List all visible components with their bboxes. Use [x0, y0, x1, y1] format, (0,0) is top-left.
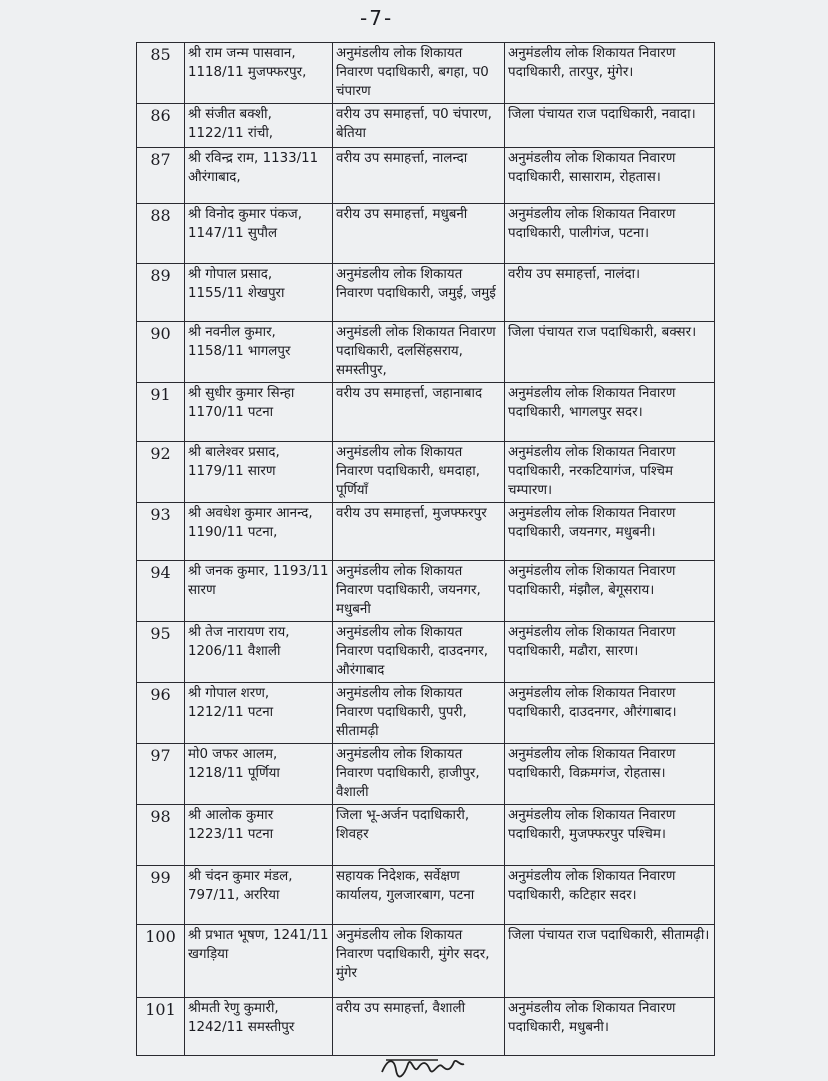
serial-number-cell: 94 — [137, 561, 185, 622]
new-posting-cell: जिला पंचायत राज पदाधिकारी, सीतामढ़ी। — [505, 925, 715, 998]
current-posting-cell: वरीय उप समाहर्त्ता, मधुबनी — [333, 204, 505, 264]
new-posting-cell: अनुमंडलीय लोक शिकायत निवारण पदाधिकारी, नरकटियागंज, पश्चिम चम्पारण। — [505, 442, 715, 503]
officer-name-cell: श्री रविन्द्र राम, 1133/11 औरंगाबाद, — [185, 148, 333, 204]
serial-number-cell: 93 — [137, 503, 185, 561]
officer-name-cell: श्री गोपाल प्रसाद, 1155/11 शेखपुरा — [185, 264, 333, 322]
new-posting-cell: अनुमंडलीय लोक शिकायत निवारण पदाधिकारी, भागलपुर सदर। — [505, 383, 715, 442]
serial-number-cell: 100 — [137, 925, 185, 998]
officer-name-cell: श्री गोपाल शरण, 1212/11 पटना — [185, 683, 333, 744]
serial-number-cell: 91 — [137, 383, 185, 442]
officer-name-cell: श्री संजीत बक्शी, 1122/11 रांची, — [185, 104, 333, 148]
current-posting-cell: अनुमंडलीय लोक शिकायत निवारण पदाधिकारी, दाउदनगर, औरंगाबाद — [333, 622, 505, 683]
serial-number-cell: 88 — [137, 204, 185, 264]
new-posting-cell: अनुमंडलीय लोक शिकायत निवारण पदाधिकारी, मुजफ्फरपुर पश्चिम। — [505, 805, 715, 866]
new-posting-cell: जिला पंचायत राज पदाधिकारी, बक्सर। — [505, 322, 715, 383]
officer-name-cell: श्री जनक कुमार, 1193/11 सारण — [185, 561, 333, 622]
officer-name-cell: श्री विनोद कुमार पंकज, 1147/11 सुपौल — [185, 204, 333, 264]
current-posting-cell: अनुमंडलीय लोक शिकायत निवारण पदाधिकारी, पुपरी, सीतामढ़ी — [333, 683, 505, 744]
officer-name-cell: श्री अवधेश कुमार आनन्द, 1190/11 पटना, — [185, 503, 333, 561]
new-posting-cell: अनुमंडलीय लोक शिकायत निवारण पदाधिकारी, जयनगर, मधुबनी। — [505, 503, 715, 561]
table-row — [137, 925, 715, 998]
serial-number-cell: 87 — [137, 148, 185, 204]
serial-number-cell: 89 — [137, 264, 185, 322]
new-posting-cell: अनुमंडलीय लोक शिकायत निवारण पदाधिकारी, विक्रमगंज, रोहतास। — [505, 744, 715, 805]
table-row — [137, 322, 715, 383]
new-posting-cell: जिला पंचायत राज पदाधिकारी, नवादा। — [505, 104, 715, 148]
current-posting-cell: अनुमंडलीय लोक शिकायत निवारण पदाधिकारी, मुंगेर सदर, मुंगेर — [333, 925, 505, 998]
current-posting-cell: अनुमंडलीय लोक शिकायत निवारण पदाधिकारी, हाजीपुर, वैशाली — [333, 744, 505, 805]
officer-name-cell: श्री आलोक कुमार 1223/11 पटना — [185, 805, 333, 866]
officer-name-cell: मो0 जफर आलम, 1218/11 पूर्णिया — [185, 744, 333, 805]
new-posting-cell: अनुमंडलीय लोक शिकायत निवारण पदाधिकारी, दाउदनगर, औरंगाबाद। — [505, 683, 715, 744]
current-posting-cell: वरीय उप समाहर्त्ता, प0 चंपारण, बेतिया — [333, 104, 505, 148]
table-row — [137, 383, 715, 442]
current-posting-cell: वरीय उप समाहर्त्ता, जहानाबाद — [333, 383, 505, 442]
current-posting-cell: जिला भू-अर्जन पदाधिकारी, शिवहर — [333, 805, 505, 866]
current-posting-cell: वरीय उप समाहर्त्ता, मुजफ्फरपुर — [333, 503, 505, 561]
serial-number-cell: 96 — [137, 683, 185, 744]
officer-name-cell: श्री प्रभात भूषण, 1241/11 खगड़िया — [185, 925, 333, 998]
officer-name-cell: श्री राम जन्म पासवान, 1118/11 मुजफ्फरपुर, — [185, 43, 333, 104]
serial-number-cell: 85 — [137, 43, 185, 104]
table-row — [137, 744, 715, 805]
current-posting-cell: अनुमंडलीय लोक शिकायत निवारण पदाधिकारी, बगहा, प0 चंपारण — [333, 43, 505, 104]
table-row — [137, 204, 715, 264]
officer-name-cell: श्री नवनील कुमार, 1158/11 भागलपुर — [185, 322, 333, 383]
current-posting-cell: वरीय उप समाहर्त्ता, वैशाली — [333, 998, 505, 1056]
current-posting-cell: अनुमंडली लोक शिकायत निवारण पदाधिकारी, दलसिंहसराय, समस्तीपुर, — [333, 322, 505, 383]
table-row — [137, 503, 715, 561]
table-row — [137, 683, 715, 744]
current-posting-cell: सहायक निदेशक, सर्वेक्षण कार्यालय, गुलजारबाग, पटना — [333, 866, 505, 925]
table-row — [137, 148, 715, 204]
table-row — [137, 622, 715, 683]
new-posting-cell: अनुमंडलीय लोक शिकायत निवारण पदाधिकारी, कटिहार सदर। — [505, 866, 715, 925]
officer-name-cell: श्रीमती रेणु कुमारी, 1242/11 समस्तीपुर — [185, 998, 333, 1056]
new-posting-cell: अनुमंडलीय लोक शिकायत निवारण पदाधिकारी, पालीगंज, पटना। — [505, 204, 715, 264]
new-posting-cell: अनुमंडलीय लोक शिकायत निवारण पदाधिकारी, मंझौल, बेगूसराय। — [505, 561, 715, 622]
serial-number-cell: 90 — [137, 322, 185, 383]
table-row — [137, 104, 715, 148]
new-posting-cell: वरीय उप समाहर्त्ता, नालंदा। — [505, 264, 715, 322]
handwritten-signature — [378, 1052, 468, 1080]
officer-name-cell: श्री सुधीर कुमार सिन्हा 1170/11 पटना — [185, 383, 333, 442]
current-posting-cell: अनुमंडलीय लोक शिकायत निवारण पदाधिकारी, धमदाहा, पूर्णियाँ — [333, 442, 505, 503]
serial-number-cell: 99 — [137, 866, 185, 925]
serial-number-cell: 95 — [137, 622, 185, 683]
new-posting-cell: अनुमंडलीय लोक शिकायत निवारण पदाधिकारी, मधुबनी। — [505, 998, 715, 1056]
serial-number-cell: 86 — [137, 104, 185, 148]
current-posting-cell: अनुमंडलीय लोक शिकायत निवारण पदाधिकारी, जयनगर, मधुबनी — [333, 561, 505, 622]
table-row — [137, 866, 715, 925]
current-posting-cell: वरीय उप समाहर्त्ता, नालन्दा — [333, 148, 505, 204]
page-number: -7- — [360, 6, 394, 30]
officer-name-cell: श्री तेज नारायण राय, 1206/11 वैशाली — [185, 622, 333, 683]
table-row — [137, 998, 715, 1056]
serial-number-cell: 98 — [137, 805, 185, 866]
new-posting-cell: अनुमंडलीय लोक शिकायत निवारण पदाधिकारी, सासाराम, रोहतास। — [505, 148, 715, 204]
table-row — [137, 264, 715, 322]
new-posting-cell: अनुमंडलीय लोक शिकायत निवारण पदाधिकारी, तारपुर, मुंगेर। — [505, 43, 715, 104]
serial-number-cell: 101 — [137, 998, 185, 1056]
table-row — [137, 442, 715, 503]
table-row — [137, 805, 715, 866]
table-row — [137, 43, 715, 104]
current-posting-cell: अनुमंडलीय लोक शिकायत निवारण पदाधिकारी, जमुई, जमुई — [333, 264, 505, 322]
serial-number-cell: 92 — [137, 442, 185, 503]
new-posting-cell: अनुमंडलीय लोक शिकायत निवारण पदाधिकारी, मढौरा, सारण। — [505, 622, 715, 683]
table-row — [137, 561, 715, 622]
serial-number-cell: 97 — [137, 744, 185, 805]
officer-name-cell: श्री बालेश्वर प्रसाद, 1179/11 सारण — [185, 442, 333, 503]
transfer-table — [136, 42, 715, 1056]
officer-name-cell: श्री चंदन कुमार मंडल, 797/11, अररिया — [185, 866, 333, 925]
